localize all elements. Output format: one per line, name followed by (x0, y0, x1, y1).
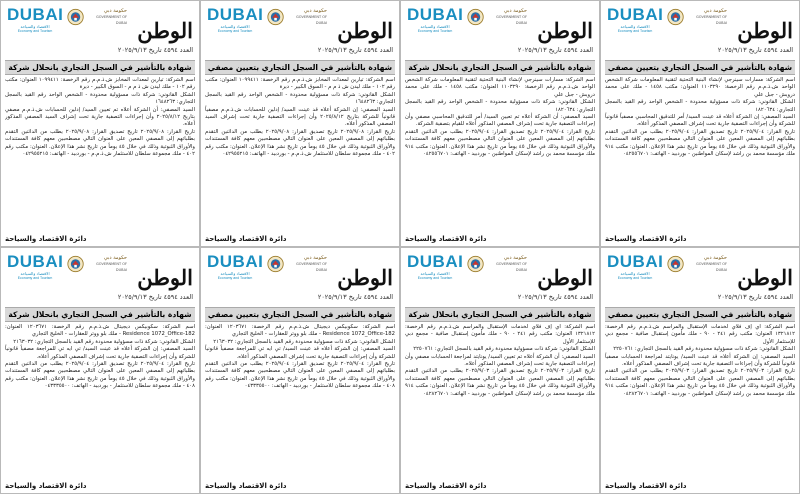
dubai-emblem-icon (67, 255, 84, 273)
notice-card-7 (400, 247, 600, 494)
dubai-economy-logo (407, 6, 463, 40)
government-of-dubai-logo (667, 253, 727, 275)
newspaper-name: الوطن (137, 265, 193, 290)
dubai-economy-logo (207, 6, 263, 40)
notice-paragraph: اسم الشركة: مسارات سينرجي لإنشاء البنية التحتية لتقنية المعلومات شركة الشخص الواحد ش.ذ.م.م رقم الرخصة: ١١٠٣٢٩٠ العنوان: مكتب ١٤٥٨ - ملك على محمد درويش - جبل علي (605, 77, 795, 98)
notice-title: شهادة بالتأشير في السجل التجاري بانحلال شركة (405, 307, 595, 322)
notice-card-4 (600, 0, 800, 247)
notice-title: شهادة بالتأشير في السجل التجاري بانحلال شركة (5, 60, 195, 75)
notice-paragraph: تاريخ القرار: ٢٠٢٥/٩/٠٤ تاريخ تصديق القرار: ٢٠٢٥/٩/٠٤ يطلب من الدائنين التقدم بطلباتهم إلى المصفي المعين على العنوان التالي مصطحبين معهم كافة المستندات والأوراق الثبوتية وذلك في خلال ٤٥ يوماً من تاريخ نشر هذا الإعلان. العنوان: مكتب ٩١٤ ملك مؤسسة محمد بن راشد لإسكان المواطنين - بوردبيد - الهاتف: ٠٤٢٥٥٦٧٠١ (605, 128, 795, 158)
notice-paragraph: اسم الشركة: سكوبيكس ديجيتال ش.ذ.م.م رقم الرخصة: ١٢٠٣٦٧١ العنوان: Residence 1072_Office-182 - ملك بلو ووتر للعقارات - الخليج التجاري (205, 324, 395, 338)
notice-paragraph: السيد المصفي: أن الشركة أعلاه تم تعيين السيد/ يونايتد لمراجعة الحسابات مصفي وأن إجراءات التصفية جارية تحت إشراف المصفي المذكور أعلاه. (405, 353, 595, 368)
issue-number: العدد ٤٥٩٤ تاريخ ٢٠٢٥/٩/١٣ (317, 46, 393, 54)
notice-paragraph: تاريخ القرار: ٢٠٢٥/٩/٠٤ تاريخ تصديق القرار: ٢٠٢٥/٩/٠٤ يطلب من الدائنين التقدم بطلباتهم إلى المصفي المعين على العنوان التالي مصطحبين معهم كافة المستندات والأوراق الثبوتية وذلك في خلال ٤٥ يوماً من تاريخ نشر هذا الإعلان. العنوان: مكتب ٩١٤ ملك مؤسسة محمد بن راشد لإسكان المواطنين - بوردبيد - الهاتف: ٠٤٢٥٥٦٧٠١ (405, 128, 595, 158)
notice-card-8 (600, 247, 800, 494)
issuer-footer: دائرة الاقتصاد والسياحة (405, 482, 487, 490)
dubai-emblem-icon (667, 255, 684, 273)
issuer-footer: دائرة الاقتصاد والسياحة (405, 235, 487, 243)
government-english: GOVERNMENT OF DUBAI (496, 15, 527, 25)
notice-header (405, 4, 595, 60)
issue-number: العدد ٤٥٩٤ تاريخ ٢٠٢٥/٩/١٣ (517, 46, 593, 54)
dubai-emblem-icon (267, 255, 284, 273)
notice-paragraph: السيد المصفي: إن الشركة أعلاه قد عينت السيد/ تي ايه تي للمراجعة مصفياً قانونياً للشركة وأن إجراءات التصفية جارية تحت إشراف المصفي المذكور أعلاه. (205, 346, 395, 360)
notice-paragraph: الشكل القانوني: شركة ذات مسؤولية محدودة رقم القيد بالسجل التجاري: ٢١٦٣٠٣٢ (13, 338, 195, 345)
notice-paragraph: الشكل القانوني: شركة ذات مسؤولية محدودة - الشخص الواحد رقم القيد بالسجل التجاري: ١٦٤٨٢٦٣ (205, 91, 395, 106)
notice-paragraph: اسم الشركة: تيارين لمعدات المخابز ش.ذ.م.م رقم الرخصة: ١٠٩٩٤١١ العنوان: مكتب رقم ١٠٢ - ملك ليدن ش ذ م م - السوق الكبير - ديرة (5, 77, 195, 91)
dubai-economy-logo (207, 253, 263, 287)
notice-body (205, 77, 395, 239)
dubai-logo-arabic: الاقتصاد والسياحة (420, 271, 450, 276)
issuer-footer: دائرة الاقتصاد والسياحة (605, 235, 687, 243)
government-arabic: حكومة دبي (703, 255, 727, 261)
dubai-logo-word: DUBAI (207, 5, 264, 24)
government-english: GOVERNMENT OF DUBAI (96, 15, 127, 25)
dubai-logo-arabic: الاقتصاد والسياحة (220, 24, 250, 29)
notice-paragraph: السيد المصفي: إن الشركة أعلاه قد عينت السيد/ تي ايه تي للمراجعة مصفياً قانونياً للشركة وأن إجراءات التصفية جارية تحت إشراف المصفي المذكور أعلاه. (5, 346, 195, 360)
notice-header (5, 4, 195, 60)
dubai-logo-word: DUBAI (207, 252, 264, 271)
notice-header (605, 4, 795, 60)
notice-paragraph: اسم الشركة: سكوبيكس ديجيتال ش.ذ.م.م رقم الرخصة: ١٢٠٣٦٧١ العنوان: Residence 1072_Office-182 - ملك بلو ووتر للعقارات - الخليج التجاري (5, 324, 195, 338)
notice-card-6 (200, 247, 400, 494)
notice-paragraph: تاريخ القرار: ٢٠٢٥/٩/٠٣ تاريخ تصديق القرار: ٢٠٢٥/٩/٠٣ يطلب من الدائنين التقدم بطلباتهم إلى المصفي المعين على العنوان التالي مصطحبين معهم كافة المستندات والأوراق الثبوتية وذلك في خلال ٤٥ يوماً من تاريخ نشر هذا الإعلان. العنوان: مكتب ٩١٤ ملك مؤسسة محمد بن راشد لإسكان المواطنين - بوردبيد - الهاتف: ٠٤٢٨٢٦٧٠١ (405, 368, 595, 397)
dubai-logo-word: DUBAI (7, 252, 64, 271)
dubai-logo-arabic: الاقتصاد والسياحة (220, 271, 250, 276)
issuer-footer: دائرة الاقتصاد والسياحة (205, 235, 287, 243)
government-text (286, 8, 327, 26)
notice-header (205, 251, 395, 307)
government-text (686, 8, 727, 26)
notice-paragraph: اسم الشركة: آي إف فلاي لخدمات الإستقبال والمراسم ش.ذ.م.م رقم الرخصة: ١٣٢١٨١٢ العنوان: مكتب رقم ٢٤١ - ٩٠ - ملك مأمون إستقبال صافية - مجمع دبي للإستثمار الأول (405, 324, 595, 345)
dubai-economy-logo (7, 6, 63, 40)
issuer-footer: دائرة الاقتصاد والسياحة (605, 482, 687, 490)
dubai-emblem-icon (467, 8, 484, 26)
dubai-logo-english: Economy and Tourism (617, 29, 653, 33)
notice-card-3 (400, 0, 600, 247)
government-english: GOVERNMENT OF DUBAI (96, 262, 127, 272)
government-arabic: حكومة دبي (303, 8, 327, 14)
government-text (486, 8, 527, 26)
notice-paragraph: اسم الشركة: تيارين لمعدات المخابز ش.ذ.م.م رقم الرخصة: ١٠٩٩٤١١ العنوان: مكتب رقم ١٠٢ - ملك ليدن ش ذ م م - السوق الكبير - ديرة (205, 77, 395, 91)
dubai-economy-logo (607, 253, 663, 287)
notice-paragraph: الشكل القانوني: شركة ذات مسؤولية محدودة رقم القيد بالسجل التجاري: ٢٢٥٠٧٦١ (413, 346, 595, 353)
dubai-logo-arabic: الاقتصاد والسياحة (20, 24, 50, 29)
dubai-logo-arabic: الاقتصاد والسياحة (620, 24, 650, 29)
notice-paragraph: تاريخ القرار: ٢٠٢٥/٩/٠٤ تاريخ تصديق القرار: ٢٠٢٥/٩/٠٤ يطلب من الدائنين التقدم بطلباتهم إلى المصفي المعين على العنوان التالي مصطحبين معهم كافة المستندات والأوراق الثبوتية وذلك في خلال ٤٥ يوماً من تاريخ نشر هذا الإعلان. العنوان: مكتب رقم ٤٠٨ - ملك مجموعة سلطان للاستثمار - بوردبيد - الهاتف: ٠٤٣٣٣٥٥٠٠ (205, 361, 395, 390)
notice-paragraph: السيد المصفي: أن الشركة أعلاه تم تعيين السيد/ إدلين للحسابات ش.ذ.م.م مصفي بتاريخ ٢٠٢٥/٨/١٢ وأن إجراءات التصفية جارية تحت إشراف السيد المصفي المذكور أعلاه. (5, 106, 195, 128)
government-english: GOVERNMENT OF DUBAI (696, 262, 727, 272)
government-arabic: حكومة دبي (503, 8, 527, 14)
government-of-dubai-logo (667, 6, 727, 28)
dubai-logo-english: Economy and Tourism (217, 276, 253, 280)
newspaper-name: الوطن (537, 265, 593, 290)
issue-number: العدد ٤٥٩٤ تاريخ ٢٠٢٥/٩/١٣ (517, 293, 593, 301)
notice-paragraph: الشكل القانوني: شركة ذات مسؤولية محدودة - الشخص الواحد رقم القيد بالسجل التجاري: ١٨٢٠٦٣٤ (605, 99, 795, 113)
dubai-logo-word: DUBAI (607, 252, 664, 271)
government-text (86, 8, 127, 26)
dubai-logo-word: DUBAI (407, 252, 464, 271)
notice-title: شهادة بالتأشير في السجل التجاري بتعيين مصفي (605, 60, 795, 75)
notice-header (205, 4, 395, 60)
notice-title: شهادة بالتأشير في السجل التجاري بتعيين مصفي (605, 307, 795, 322)
notice-paragraph: تاريخ القرار: ٢٠٢٥/٩/٠٨ تاريخ تصديق القرار: ٢٠٢٥/٩/٠٨ يطلب من الدائنين التقدم بطلباتهم إلى المصفي المعين على العنوان التالي مصطحبين معهم كافة المستندات والأوراق الثبوتية وذلك في خلال ٤٥ يوماً من تاريخ نشر هذا الإعلان. العنوان: مكتب رقم ٤٠٢ - ملك مجموعة سلطان للاستثمار ش.ذ.م.م - بوردبيد - الهاتف: ٠٤٢٩٥٥٢١٥ (205, 128, 395, 158)
notice-body (405, 324, 595, 486)
notice-body (605, 77, 795, 239)
notice-body (605, 324, 795, 486)
issuer-footer: دائرة الاقتصاد والسياحة (5, 235, 87, 243)
government-of-dubai-logo (67, 6, 127, 28)
government-text (86, 255, 127, 273)
notice-card-1 (0, 0, 200, 247)
government-text (686, 255, 727, 273)
dubai-logo-english: Economy and Tourism (417, 276, 453, 280)
newspaper-name: الوطن (337, 18, 393, 43)
dubai-logo-arabic: الاقتصاد والسياحة (420, 24, 450, 29)
government-of-dubai-logo (67, 253, 127, 275)
dubai-logo-english: Economy and Tourism (17, 29, 53, 33)
dubai-logo-arabic: الاقتصاد والسياحة (620, 271, 650, 276)
dubai-emblem-icon (667, 8, 684, 26)
newspaper-name: الوطن (737, 18, 793, 43)
newspaper-name: الوطن (737, 265, 793, 290)
notice-title: شهادة بالتأشير في السجل التجاري بتعيين مصفي (205, 60, 395, 75)
dubai-logo-arabic: الاقتصاد والسياحة (20, 271, 50, 276)
notice-body (405, 77, 595, 239)
notice-paragraph: الشكل القانوني: شركة ذات مسؤولية محدودة - الشخص الواحد رقم القيد بالسجل التجاري: ١٨٢٠٦٣٤ (405, 99, 595, 113)
dubai-logo-english: Economy and Tourism (417, 29, 453, 33)
government-english: GOVERNMENT OF DUBAI (296, 15, 327, 25)
notice-paragraph: الشكل القانوني: شركة ذات مسؤولية محدودة رقم القيد بالسجل التجاري: ٢١٦٣٠٣٢ (213, 338, 395, 345)
notice-paragraph: تاريخ القرار: ٢٠٢٥/٩/٠٤ تاريخ تصديق القرار: ٢٠٢٥/٩/٠٤ يطلب من الدائنين التقدم بطلباتهم إلى المصفي المعين على العنوان التالي مصطحبين معهم كافة المستندات والأوراق الثبوتية وذلك في خلال ٤٥ يوماً من تاريخ نشر هذا الإعلان. العنوان: مكتب رقم ٤٠٨ - ملك مجموعة سلطان للاستثمار - بوردبيد - الهاتف: ٠٤٣٣٣٥٥٠٠ (5, 361, 195, 390)
notice-header (405, 251, 595, 307)
issue-number: العدد ٤٥٩٤ تاريخ ٢٠٢٥/٩/١٣ (717, 46, 793, 54)
notice-title: شهادة بالتأشير في السجل التجاري بانحلال شركة (405, 60, 595, 75)
notice-header (5, 251, 195, 307)
government-english: GOVERNMENT OF DUBAI (696, 15, 727, 25)
dubai-logo-english: Economy and Tourism (617, 276, 653, 280)
government-of-dubai-logo (267, 6, 327, 28)
dubai-logo-word: DUBAI (7, 5, 64, 24)
dubai-economy-logo (607, 6, 663, 40)
notice-paragraph: تاريخ القرار: ٢٠٢٥/٩/٠٣ تاريخ تصديق القرار: ٢٠٢٥/٩/٠٣ يطلب من الدائنين التقدم بطلباتهم إلى المصفي المعين على العنوان التالي مصطحبين معهم كافة المستندات والأوراق الثبوتية وذلك في خلال ٤٥ يوماً من تاريخ نشر هذا الإعلان. العنوان: مكتب ٩١٤ ملك مؤسسة محمد بن راشد لإسكان المواطنين - بوردبيد - الهاتف: ٠٤٢٨٢٦٧٠١ (605, 368, 795, 397)
government-arabic: حكومة دبي (103, 255, 127, 261)
issuer-footer: دائرة الاقتصاد والسياحة (205, 482, 287, 490)
issue-number: العدد ٤٥٩٤ تاريخ ٢٠٢٥/٩/١٣ (117, 46, 193, 54)
dubai-logo-word: DUBAI (407, 5, 464, 24)
notice-paragraph: الشكل القانوني: شركة ذات مسؤولية محدودة رقم القيد بالسجل التجاري: ٢٢٥٠٧٦١ (613, 346, 795, 353)
dubai-logo-word: DUBAI (607, 5, 664, 24)
government-arabic: حكومة دبي (503, 255, 527, 261)
notice-paragraph: تاريخ القرار: ٢٠٢٥/٩/٠٨ تاريخ تصديق القرار: ٢٠٢٥/٩/٠٨ يطلب من الدائنين التقدم بطلباتهم إلى المصفي المعين على العنوان التالي مصطحبين معهم كافة المستندات والأوراق الثبوتية وذلك في خلال ٤٥ يوماً من تاريخ نشر هذا الإعلان. العنوان: مكتب رقم ٤٠٢ - ملك مجموعة سلطان للاستثمار ش.ذ.م.م - بوردبيد - الهاتف: ٠٤٢٩٥٥٢١٥ (5, 128, 195, 158)
government-english: GOVERNMENT OF DUBAI (296, 262, 327, 272)
issue-number: العدد ٤٥٩٤ تاريخ ٢٠٢٥/٩/١٣ (317, 293, 393, 301)
notice-paragraph: اسم الشركة: مسارات سينرجي لإنشاء البنية التحتية لتقنية المعلومات شركة الشخص الواحد ش.ذ.م.م رقم الرخصة: ١١٠٣٢٩٠ العنوان: مكتب ١٤٥٨ - ملك على محمد درويش - جبل علي (405, 77, 595, 98)
government-text (286, 255, 327, 273)
dubai-economy-logo (7, 253, 63, 287)
government-text (486, 255, 527, 273)
notice-paragraph: الشكل القانوني: شركة ذات مسؤولية محدودة - الشخص الواحد رقم القيد بالسجل التجاري: ١٦٤٨٢٦٣ (5, 91, 195, 106)
dubai-emblem-icon (67, 8, 84, 26)
issue-number: العدد ٤٥٩٤ تاريخ ٢٠٢٥/٩/١٣ (717, 293, 793, 301)
notice-header (605, 251, 795, 307)
dubai-logo-english: Economy and Tourism (17, 276, 53, 280)
issuer-footer: دائرة الاقتصاد والسياحة (5, 482, 87, 490)
notice-body (5, 77, 195, 239)
government-arabic: حكومة دبي (103, 8, 127, 14)
notice-paragraph: السيد المصفي: إن الشركة أعلاه قد عينت السيد/ أمر للتدقيق المحاسبي مصفياً قانونياً للشركة وأن إجراءات التصفية جارية تحت إشراف المصفي المذكور أعلاه. (605, 114, 795, 128)
notice-card-2 (200, 0, 400, 247)
newspaper-name: الوطن (337, 265, 393, 290)
notice-title: شهادة بالتأشير في السجل التجاري بانحلال شركة (5, 307, 195, 322)
notice-body (205, 324, 395, 486)
notice-paragraph: السيد المصفي: إن الشركة أعلاه قد عينت السيد/ يونايتد لمراجعة الحسابات مصفياً قانونياً للشركة وأن إجراءات التصفية جارية تحت إشراف المصفي المذكور أعلاه. (605, 353, 795, 368)
notice-card-5 (0, 247, 200, 494)
government-of-dubai-logo (467, 253, 527, 275)
notice-title: شهادة بالتأشير في السجل التجاري بتعيين مصفي (205, 307, 395, 322)
notice-paragraph: السيد المصفي: إن الشركة أعلاه قد عينت السيد/ إدلين للحسابات ش.ذ.م.م مصفياً قانونياً للشركة بتاريخ ٢٠٢٥/٨/١٢ وأن إجراءات التصفية جارية تحت إشراف السيد المصفي المذكور أعلاه. (205, 106, 395, 128)
newspaper-name: الوطن (137, 18, 193, 43)
issue-number: العدد ٤٥٩٤ تاريخ ٢٠٢٥/٩/١٣ (117, 293, 193, 301)
dubai-emblem-icon (267, 8, 284, 26)
government-english: GOVERNMENT OF DUBAI (496, 262, 527, 272)
notice-body (5, 324, 195, 486)
government-of-dubai-logo (467, 6, 527, 28)
notice-paragraph: السيد المصفي: أن الشركة أعلاه تم تعيين السيد/ أمر للتدقيق المحاسبي مصفي وأن إجراءات التصفية جارية تحت إشراف المصفي المذكور أعلاه للقيام بتصفية الشركة. (405, 114, 595, 128)
government-of-dubai-logo (267, 253, 327, 275)
government-arabic: حكومة دبي (703, 8, 727, 14)
government-arabic: حكومة دبي (303, 255, 327, 261)
notice-paragraph: اسم الشركة: آي إف فلاي لخدمات الإستقبال والمراسم ش.ذ.م.م رقم الرخصة: ١٣٢١٨١٢ العنوان: مكتب رقم ٢٤١ - ٩٠ - ملك مأمون إستقبال صافية - مجمع دبي للإستثمار الأول (605, 324, 795, 345)
newspaper-name: الوطن (537, 18, 593, 43)
dubai-logo-english: Economy and Tourism (217, 29, 253, 33)
dubai-economy-logo (407, 253, 463, 287)
dubai-emblem-icon (467, 255, 484, 273)
